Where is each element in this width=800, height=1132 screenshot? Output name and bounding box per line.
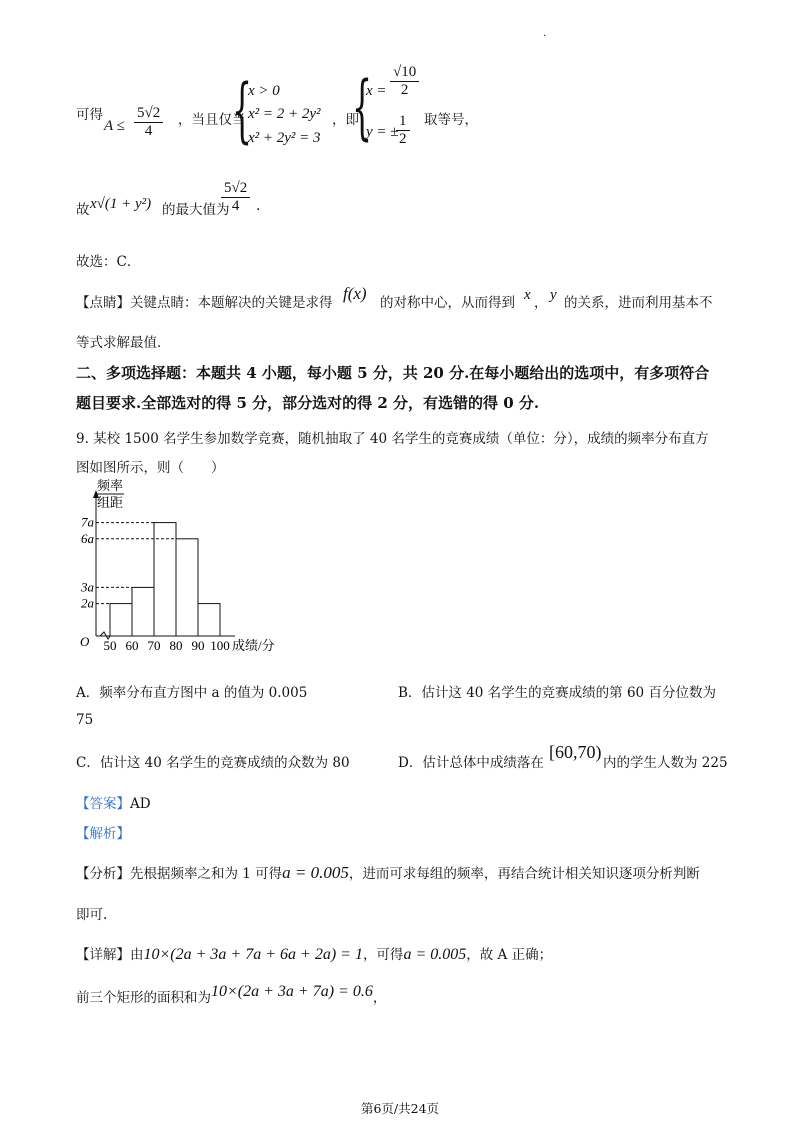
histogram-bar: [132, 587, 154, 636]
x-tick-label: 100: [210, 638, 230, 653]
dianjing-tag: 【点睛】: [76, 295, 130, 311]
y-tick-label: 3a: [81, 579, 94, 595]
fenxi-tag: 【分析】: [76, 866, 130, 882]
option-d-interval: [60,70): [549, 742, 602, 762]
x-tick-label: 50: [103, 638, 117, 653]
sol-x-fraction: [390, 64, 419, 100]
choice-line: 故选：C．: [76, 254, 141, 270]
fenxi-text1: 先根据频率之和为 1 可得: [130, 866, 283, 882]
y-tick-label: 6a: [81, 530, 94, 546]
y-tick-label: 2a: [81, 595, 94, 611]
option-b-cont: 75: [76, 712, 94, 728]
chart-layer: [80, 478, 275, 653]
dianjing-text1: 关键点睛：本题解决的关键是求得: [130, 295, 333, 311]
sol-x-lhs: x =: [366, 83, 387, 99]
origin-label: O: [80, 634, 90, 649]
left-brace-1: {: [232, 69, 253, 151]
fx-expr: f(x): [343, 284, 367, 303]
bound-den: 4: [144, 123, 153, 140]
x-axis-label: 成绩/分: [232, 638, 275, 653]
fenxi-text2: ，进而可求每组的频率，再结合统计相关知识逐项分析判断: [348, 866, 700, 882]
max-num: 5√2: [221, 180, 250, 198]
y-tick-label: 7a: [81, 514, 94, 530]
var-x: x: [524, 287, 531, 303]
max-expr: x√(1 + y²): [90, 196, 152, 212]
answer-value: AD: [130, 796, 151, 812]
deriv-suffix: 取等号，: [424, 112, 478, 128]
sol-y-den: 2: [399, 131, 407, 148]
section-heading-line2: 题目要求.全部选对的得 5 分，部分选对的得 2 分，有选错的得 0 分.: [76, 394, 540, 412]
max-end: .: [256, 198, 261, 214]
question-line2: 图如图所示，则（ ）: [76, 460, 225, 476]
histogram-bar: [198, 604, 220, 636]
histogram-bar: [176, 539, 198, 636]
y-axis-label-den: 组距: [97, 495, 124, 510]
y-axis-label-num: 频率: [97, 478, 124, 493]
sol-x-num: √10: [390, 64, 419, 82]
option-a: A．频率分布直方图中 a 的值为 0.005: [76, 685, 308, 701]
var-y: y: [550, 287, 557, 303]
xiangjie-text1: 由: [130, 947, 144, 963]
histogram-bar: [110, 604, 132, 636]
sol-y-lhs: y = ±: [366, 124, 399, 140]
dianjing-line2: 等式求解最值．: [76, 335, 171, 351]
max-mid: 的最大值为: [162, 202, 230, 218]
max-den: 4: [231, 198, 240, 215]
dianjing-comma: ，: [534, 295, 548, 311]
dianjing-text3: 的关系，进而利用基本不: [564, 295, 713, 311]
histogram-bar: [154, 523, 176, 636]
x-tick-label: 70: [147, 638, 161, 653]
left-brace-2: {: [352, 66, 373, 148]
option-d-post: 内的学生人数为 225: [603, 755, 728, 771]
dianjing-text2: 的对称中心，从而得到: [380, 295, 515, 311]
page-dot: .: [543, 28, 547, 39]
max-fraction: [221, 180, 250, 216]
histogram-chart: [70, 478, 300, 658]
x-tick-label: 80: [169, 638, 183, 653]
question-line1: 9. 某校 1500 名学生参加数学竞赛，随机抽取了 40 名学生的竞赛成绩（单位：分），成绩的频率分布直方: [76, 431, 709, 447]
deriv-prefix: 可得: [76, 107, 103, 123]
deriv-ji: ，即: [332, 112, 359, 128]
bound-num: 5√2: [134, 105, 163, 123]
last-line-text: 前三个矩形的面积和为: [76, 990, 211, 1006]
sol-y-num: 1: [396, 113, 410, 131]
last-line-end: ，: [372, 990, 387, 1006]
option-b: B．估计这 40 名学生的竞赛成绩的第 60 百分位数为: [398, 685, 716, 701]
deriv-mid: ，当且仅当: [178, 112, 246, 128]
cond-1: x > 0: [248, 83, 280, 99]
xiangjie-tag: 【详解】: [76, 947, 130, 963]
xiangjie-text2: ，可得: [362, 947, 404, 963]
sol-x-den: 2: [400, 82, 409, 99]
xiangjie-text3: ，故 A 正确；: [466, 947, 553, 963]
x-tick-label: 60: [125, 638, 139, 653]
xiangjie-eq1: 10×(2a + 3a + 7a + 6a + 2a) = 1: [143, 946, 363, 963]
section-heading-line1: 二、多项选择题：本题共 4 小题，每小题 5 分，共 20 分.在每小题给出的选项中，有多项符合: [76, 364, 710, 382]
fenxi-eq: a = 0.005: [282, 863, 349, 882]
analysis-tag: 【解析】: [76, 826, 130, 842]
xiangjie-eq2: a = 0.005: [403, 946, 467, 963]
option-d-pre: D．估计总体中成绩落在: [398, 755, 544, 771]
last-line-eq: 10×(2a + 3a + 7a) = 0.6: [211, 983, 373, 1000]
cond-2: x² = 2 + 2y²: [248, 106, 321, 122]
option-c: C．估计这 40 名学生的竞赛成绩的众数为 80: [76, 755, 350, 771]
max-prefix: 故: [76, 202, 90, 218]
sol-y-fraction: [396, 113, 410, 149]
bound-fraction: [134, 105, 163, 141]
bound-lhs: A ≤: [104, 118, 125, 134]
cond-3: x² + 2y² = 3: [248, 130, 321, 146]
x-tick-label: 90: [191, 638, 205, 653]
fenxi-line2: 即可.: [76, 907, 108, 923]
page-footer: 第6页/共24页: [360, 1101, 440, 1116]
answer-tag: 【答案】: [76, 796, 130, 812]
